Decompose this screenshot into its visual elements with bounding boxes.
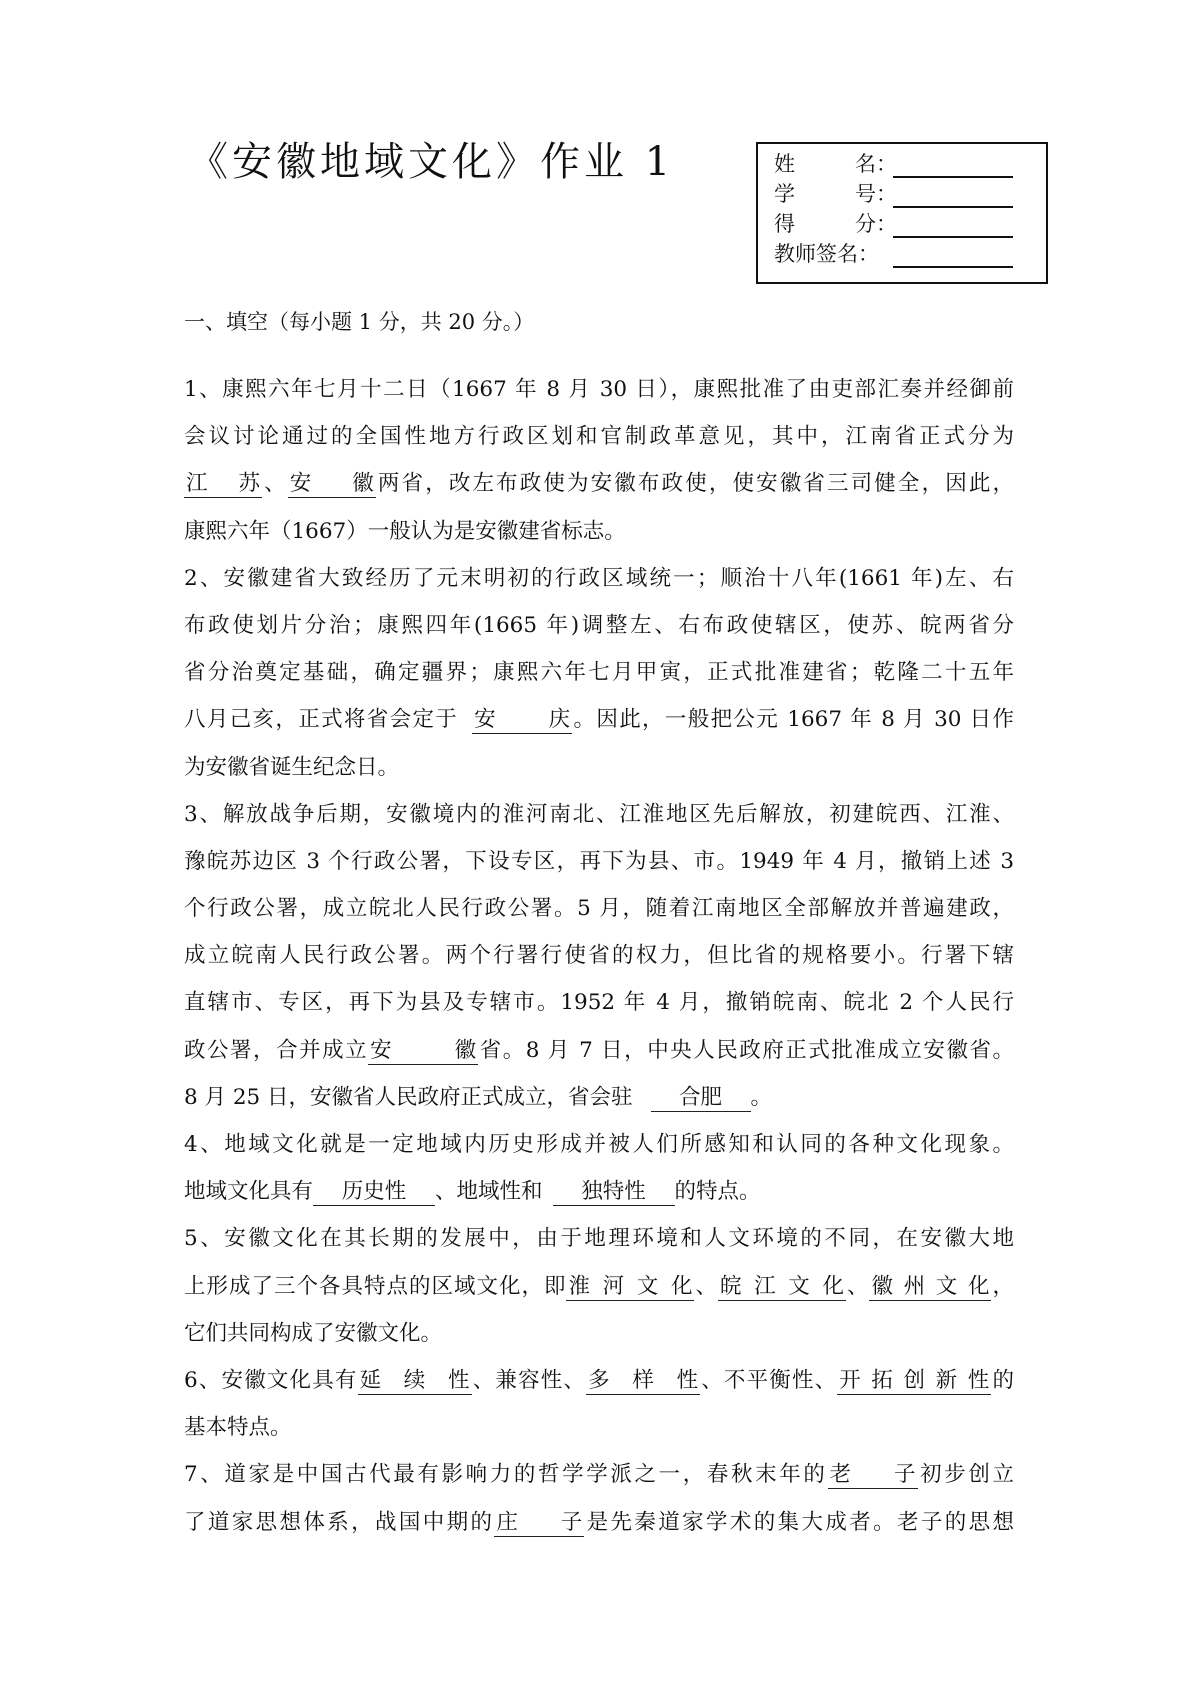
q3-line-2: 豫皖苏边区 3 个行政公署，下设专区，再下为县、市。1949 年 4 月，撤销上述 3 — [184, 848, 1014, 874]
q2-line-4: 八月己亥，正式将省会定于 安庆。因此，一般把公元 1667 年 8 月 30 日作 — [184, 707, 1014, 733]
page-title: 《安徽地域文化》作业 1 — [188, 139, 675, 185]
q4-line-2: 地域文化具有 历史性 、地域性和 独特性 的特点。 — [184, 1179, 761, 1205]
q2-line-2: 布政使划片分治；康熙四年(1665 年)调整左、右布政使辖区，使苏、皖两省分 — [184, 612, 1014, 638]
q5-answer-2[interactable]: 皖江文化 — [719, 1273, 844, 1299]
info-row-teacher — [774, 242, 1013, 268]
name-blank[interactable] — [893, 156, 1013, 178]
q1-line-2: 会议讨论通过的全国性地方行政区划和官制政革意见，其中，江南省正式分为 — [184, 424, 1014, 450]
q5-answer-3[interactable]: 徽州文化 — [871, 1273, 990, 1299]
q4-answer-2[interactable]: 独特性 — [553, 1179, 675, 1206]
student-info-box — [756, 142, 1048, 284]
q7-line-2: 了道家思想体系，战国中期的庄子是先秦道家学术的集大成者。老子的思想 — [184, 1509, 1014, 1535]
section-title: 一、填空（每小题 1 分，共 20 分。） — [184, 310, 535, 334]
q3-line-4: 成立皖南人民行政公署。两个行署行使省的权力，但比省的规格要小。行署下辖 — [184, 943, 1014, 969]
q1-answer-2[interactable]: 安徽 — [289, 471, 374, 497]
q3-line-5: 直辖市、专区，再下为县及专辖市。1952 年 4 月，撤销皖南、皖北 2 个人民行 — [184, 990, 1014, 1016]
q4-answer-1[interactable]: 历史性 — [313, 1179, 435, 1206]
q1-line-3: 江苏、安徽两省，改左布政使为安徽布政使，使安徽省三司健全，因此， — [186, 471, 1014, 497]
q3-line-3: 个行政公署，成立皖北人民行政公署。5 月，随着江南地区全部解放并普遍建政， — [184, 896, 1014, 922]
id-blank[interactable] — [893, 186, 1013, 208]
q2-line-5: 为安徽省诞生纪念日。 — [184, 754, 400, 780]
q6-answer-3[interactable]: 开拓创新性 — [839, 1367, 990, 1393]
q6-answer-2[interactable]: 多样性 — [588, 1367, 699, 1393]
q2-answer-1[interactable]: 安庆 — [474, 707, 571, 733]
score-blank[interactable] — [893, 216, 1013, 238]
info-row-id: 学 号： — [774, 182, 1013, 208]
score-label: 分： — [855, 212, 897, 236]
q7-answer-2[interactable]: 庄子 — [496, 1509, 583, 1535]
q7-answer-1[interactable]: 老子 — [829, 1462, 916, 1488]
q7-line-1: 7、道家是中国古代最有影响力的哲学学派之一，春秋末年的老子初步创立 — [184, 1462, 1014, 1488]
name-label: 名： — [855, 152, 897, 176]
q1-line-1: 1、康熙六年七月十二日（1667 年 8 月 30 日），康熙批准了由吏部汇奏并经御前 — [184, 377, 1014, 402]
q1-line-4: 康熙六年（1667）一般认为是安徽建省标志。 — [184, 518, 626, 544]
q3-answer-1[interactable]: 安徽 — [370, 1037, 477, 1063]
q3-answer-2[interactable]: 合肥 — [651, 1085, 751, 1112]
q6-line-1: 6、安徽文化具有延续性、兼容性、多样性、不平衡性、开拓创新性的 — [184, 1367, 1014, 1393]
q5-answer-1[interactable]: 淮河文化 — [568, 1273, 693, 1299]
q3-line-1: 3、解放战争后期，安徽境内的淮河南北、江淮地区先后解放，初建皖西、江淮、 — [184, 801, 1014, 827]
question-body — [184, 366, 1014, 1546]
q4-line-1: 4、地域文化就是一定地域内历史形成并被人们所感知和认同的各种文化现象。 — [184, 1132, 1014, 1157]
info-row-name: 姓 名： — [774, 152, 1013, 178]
q5-line-2: 上形成了三个各具特点的区域文化，即淮河文化、皖江文化、徽州文化， — [184, 1273, 1014, 1299]
q3-line-7: 8 月 25 日，安徽省人民政府正式成立，省会驻 合肥 。 — [184, 1084, 773, 1110]
q5-line-3: 它们共同构成了安徽文化。 — [184, 1320, 443, 1346]
q6-line-2: 基本特点。 — [184, 1415, 292, 1441]
q5-line-1: 5、安徽文化在其长期的发展中，由于地理环境和人文环境的不同，在安徽大地 — [184, 1226, 1014, 1252]
id-label: 号： — [855, 182, 897, 206]
q2-line-1: 2、安徽建省大致经历了元末明初的行政区域统一；顺治十八年(1661 年)左、右 — [184, 565, 1014, 591]
info-row-score: 得 分： — [774, 212, 1013, 238]
q1-answer-1[interactable]: 江苏 — [186, 471, 260, 497]
teacher-signature-blank[interactable] — [893, 246, 1013, 268]
q2-line-3: 省分治奠定基础，确定疆界；康熙六年七月甲寅，正式批准建省；乾隆二十五年 — [184, 660, 1014, 686]
teacher-label: 教师签名： — [774, 242, 879, 266]
q3-line-6: 政公署，合并成立安徽省。8 月 7 日，中央人民政府正式批准成立安徽省。 — [184, 1037, 1014, 1063]
q6-answer-1[interactable]: 延续性 — [359, 1367, 470, 1393]
